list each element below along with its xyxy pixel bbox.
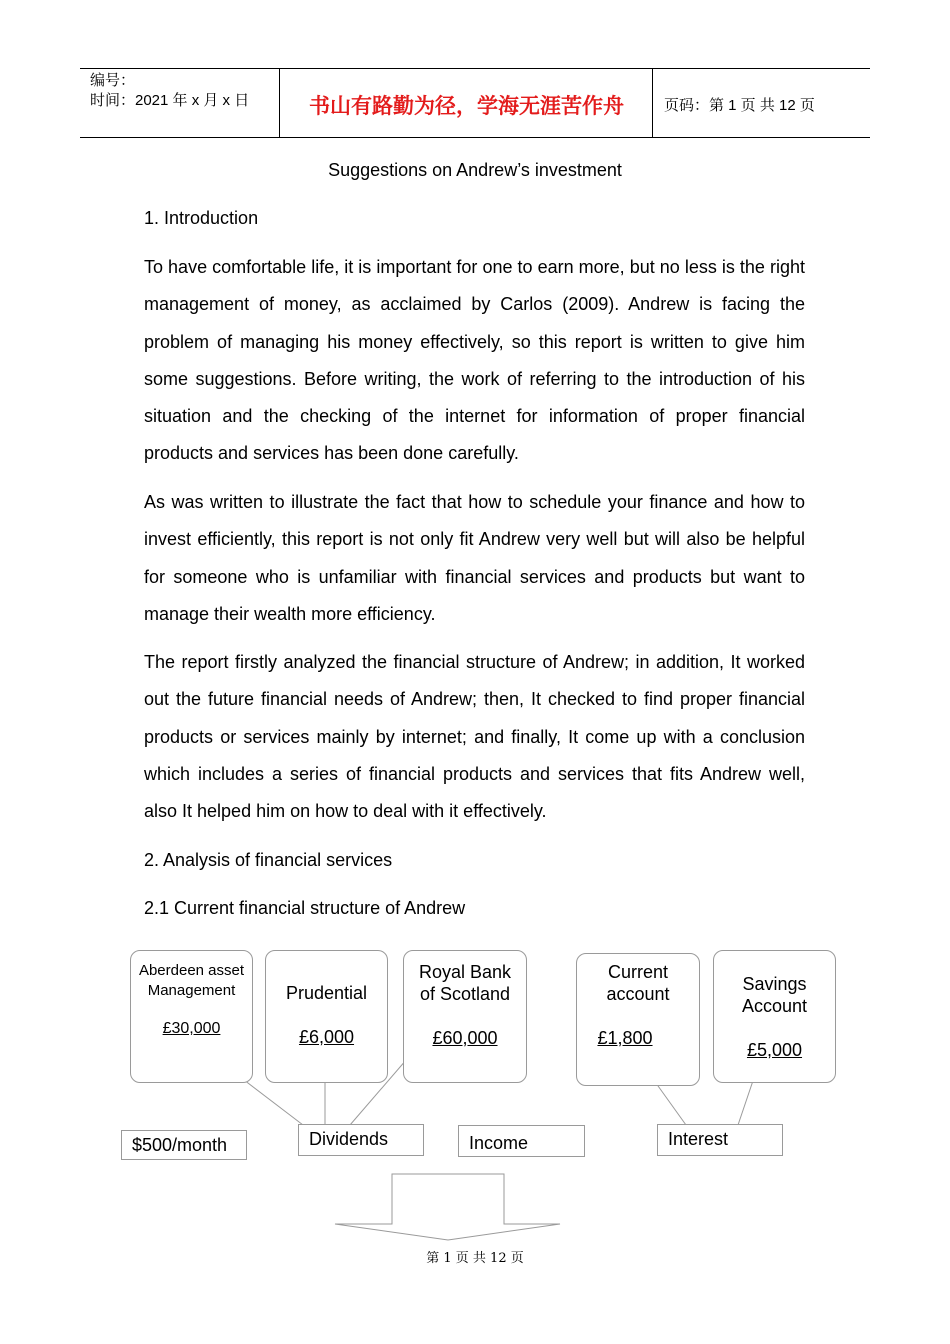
label-monthly: $500/month [121, 1130, 247, 1160]
box-current-account [576, 953, 700, 1086]
box-prudential-name: Prudential [285, 983, 368, 1003]
date-label: 时间：2021 年 x 月 x 日 [90, 92, 250, 109]
section-2-1-heading: 2.1 Current financial structure of Andrew [144, 898, 466, 918]
label-dividends: Dividends [298, 1124, 424, 1156]
section-2-heading: 2. Analysis of financial services [144, 850, 393, 870]
header-page-label: 页码：第 1 页 共 12 页 [664, 96, 815, 114]
box-current-name: Current account [606, 962, 670, 1004]
box-current-amount: £1,800 [597, 1028, 653, 1048]
label-interest: Interest [657, 1124, 783, 1156]
intro-paragraph-2: As was written to illustrate the fact that how to schedule your finance and how to invest efficiently, this report is not only fit Andrew very well but will also be helpful for someone who is unfamiliar with financial services and products but want to manage their wealth more efficiency. [144, 492, 805, 624]
intro-paragraph-3: The report firstly analyzed the financial structure of Andrew; in addition, It worked out the future financial needs of Andrew; then, It checked to find proper financial products or services mainly by internet; and finally, It come up with a conclusion which includes a series of financial products and services that fits Andrew well, also It helped him on how to deal with it effectively. [144, 652, 805, 822]
box-rbs-amount: £60,000 [432, 1028, 498, 1048]
box-savings-account [713, 950, 836, 1083]
box-prudential-amount: £6,000 [298, 1027, 355, 1047]
box-rbs [403, 950, 527, 1083]
header-motto: 书山有路勤为径，学海无涯苦作舟 [281, 69, 653, 137]
box-rbs-name: Royal Bank of Scotland [418, 962, 512, 1004]
label-income: Income [458, 1125, 585, 1157]
document-title: Suggestions on Andrew’s investment [328, 160, 622, 180]
page-footer: 第 1 页 共 12 页 [426, 1251, 524, 1266]
box-savings-name: Savings Account [741, 974, 808, 1016]
box-prudential [265, 950, 388, 1083]
box-savings-amount: £5,000 [746, 1040, 803, 1060]
section-1-heading: 1. Introduction [144, 208, 259, 228]
box-aberdeen-name: Aberdeen asset Management [138, 962, 245, 999]
number-label: 编号： [90, 72, 136, 89]
box-aberdeen [130, 950, 253, 1083]
intro-paragraph-1: To have comfortable life, it is important for one to earn more, but no less is the right management of money, as acclaimed by Carlos (2009). Andrew is facing the problem of managing his money effectively, so this report is written to give him some suggestions. Before writing, the work of referring to the introduction of his situation and the checking of the internet for information of proper financial products and services has been done carefully. [144, 257, 805, 464]
box-aberdeen-amount: £30,000 [162, 1020, 221, 1037]
down-arrow-shape [335, 1174, 560, 1240]
